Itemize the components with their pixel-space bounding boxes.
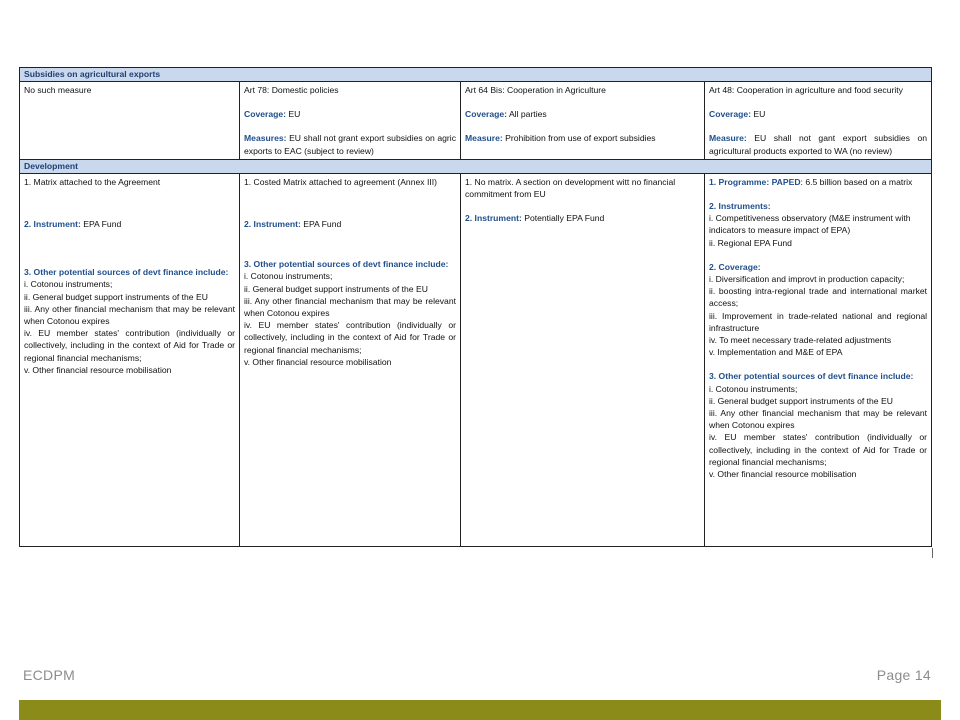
dev-item-matrix: 1. Matrix attached to the Agreement <box>24 176 161 187</box>
coverage-label: Coverage: <box>244 109 287 120</box>
programme-label: 1. Programme: <box>709 176 770 187</box>
cell-title: Art 64 Bis: Cooperation in Agriculture <box>465 85 606 95</box>
coverage-value: EU <box>751 109 766 120</box>
other-sources-list: i. Cotonou instruments; ii. General budget support instruments of the EU iii. Any other financial mechanism that may be relevant when Cotonou expires iv. EU member states' contribution (individually or collectively, including in the context of Aid for Trade or regional financial mechanisms; v. Other financial resource mobilisation <box>709 383 928 480</box>
page-number: Page 14 <box>876 667 931 683</box>
measures-value: Prohibition from use of export subsidies <box>502 133 656 144</box>
other-sources-label: 3. Other potential sources of devt finance include: <box>24 267 229 278</box>
other-sources-list: i. Cotonou instruments; ii. General budget support instruments of the EU iii. Any other financial mechanism that may be relevant when Cotonou expires iv. EU member states' contribution (individually or collectively, including in the context of Aid for Trade or regional financial mechanisms; v. Other financial resource mobilisation <box>24 279 235 375</box>
coverage-list: i. Diversification and improvt in production capacity; ii. boosting intra-regional trade and international market access; iii. Improvement in trade-related national and regional infrastructure iv. To meet necessary trade-related adjustments v. Implementation and M&E of EPA <box>709 274 928 358</box>
instrument-label: 2. Instrument: <box>24 219 81 230</box>
instruments-label: 2. Instruments: <box>709 201 771 212</box>
table-cell <box>705 173 932 546</box>
other-sources-label: 3. Other potential sources of devt finance include: <box>244 259 449 270</box>
table-cell <box>240 173 461 546</box>
coverage-value: All parties <box>507 109 547 120</box>
footer-bar <box>19 700 941 720</box>
table-row <box>20 173 932 546</box>
table-cell <box>20 173 240 546</box>
section-title: Development <box>20 159 932 173</box>
measures-label: Measure: <box>465 133 503 144</box>
table-cell <box>461 173 705 546</box>
dev-item-matrix: 1. No matrix. A section on development witt no financial commitment from EU <box>465 176 676 200</box>
programme-name: PAPED <box>769 176 801 187</box>
measures-label: Measure: <box>709 133 747 144</box>
cell-title: Art 48: Cooperation in agriculture and food security <box>709 85 903 95</box>
instrument-value: Potentially EPA Fund <box>521 213 605 224</box>
table-cell <box>240 82 461 160</box>
table-cell <box>461 82 705 160</box>
measures-value: EU shall not gant export subsidies on agricultural products exported to WA (no review) <box>709 133 928 156</box>
section-header-development <box>20 159 932 173</box>
table-cell <box>705 82 932 160</box>
table-row <box>20 82 932 160</box>
other-sources-label: 3. Other potential sources of devt finance include: <box>709 371 914 382</box>
table-cell <box>20 82 240 160</box>
section-title: Subsidies on agricultural exports <box>20 68 932 82</box>
instruments-list: i. Competitiveness observatory (M&E instrument with indicators to measure impact of EPA) ii. Regional EPA Fund <box>709 213 911 248</box>
divider <box>932 548 933 558</box>
comparison-table <box>19 67 932 547</box>
measures-value: EU shall not grant export subsidies on agric exports to EAC (subject to review) <box>244 133 456 156</box>
measures-label: Measures: <box>244 133 287 144</box>
footer-org: ECDPM <box>23 667 76 683</box>
coverage-label: Coverage: <box>709 109 752 120</box>
coverage-label: 2. Coverage: <box>709 261 761 272</box>
cell-title: No such measure <box>24 85 92 95</box>
coverage-value: EU <box>286 109 301 120</box>
dev-item-matrix: 1. Costed Matrix attached to agreement (Annex III) <box>244 176 437 187</box>
instrument-value: EPA Fund <box>300 219 342 230</box>
programme-detail: : 6.5 billion based on a matrix <box>800 176 913 187</box>
instrument-value: EPA Fund <box>80 219 122 230</box>
cell-title: Art 78: Domestic policies <box>244 85 339 95</box>
instrument-label: 2. Instrument: <box>244 219 301 230</box>
coverage-label: Coverage: <box>465 109 508 120</box>
section-header-subsidies <box>20 68 932 82</box>
instrument-label: 2. Instrument: <box>465 213 522 224</box>
other-sources-list: i. Cotonou instruments; ii. General budget support instruments of the EU iii. Any other financial mechanism that may be relevant when Cotonou expires iv. EU member states' contribution (individually or collectively, including in the context of Aid for Trade or regional financial mechanisms; v. Other financial resource mobilisation <box>244 271 456 367</box>
